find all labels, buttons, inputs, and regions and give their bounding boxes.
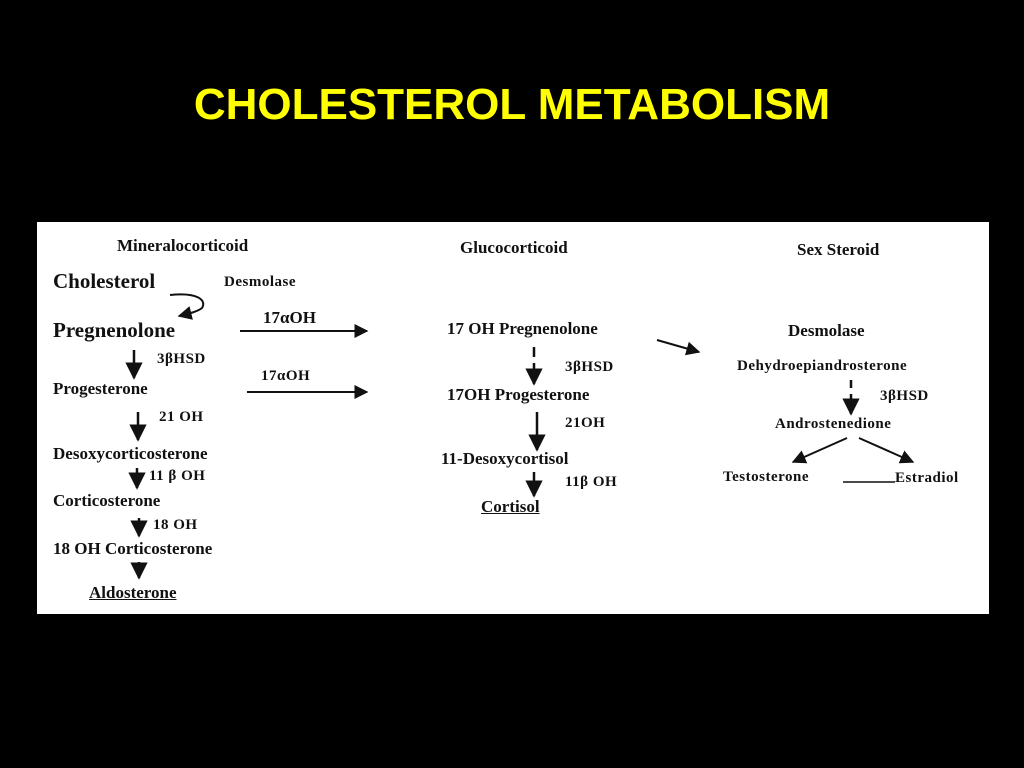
enzyme-3bhsd-sex: 3βHSD [880,388,929,404]
enzyme-3bhsd: 3βHSD [157,351,206,367]
enzyme-18oh: 18 OH [153,517,198,533]
node-desoxycorticosterone: Desoxycorticosterone [53,444,208,463]
enzyme-3bhsd-gluco: 3βHSD [565,359,614,375]
label-17aoh-1: 17αOH [263,308,316,327]
arrow-andro-estra [859,438,913,462]
node-11-desoxycortisol: 11-Desoxycortisol [441,449,569,468]
arrow-gluco-to-sex [657,340,699,352]
header-mineralocorticoid: Mineralocorticoid [117,236,249,255]
node-17oh-pregnenolone: 17 OH Pregnenolone [447,319,598,338]
node-corticosterone: Corticosterone [53,491,161,510]
header-sex-steroid: Sex Steroid [797,240,880,259]
header-glucocorticoid: Glucocorticoid [460,238,568,257]
label-17aoh-2: 17αOH [261,368,311,384]
arrow-cholesterol-pregnenolone [170,294,203,316]
enzyme-desmolase: Desmolase [224,274,296,290]
enzyme-11b-oh-gluco: 11β OH [565,474,618,490]
node-testosterone: Testosterone [723,469,809,485]
node-estradiol: Estradiol [895,470,959,486]
node-progesterone: Progesterone [53,379,148,398]
pathway-diagram [37,222,989,614]
node-pregnenolone: Pregnenolone [53,318,176,342]
enzyme-desmolase-sex: Desmolase [788,321,865,340]
node-18oh-corticosterone: 18 OH Corticosterone [53,539,213,558]
node-cholesterol: Cholesterol [53,269,156,293]
node-17oh-progesterone: 17OH Progesterone [447,385,590,404]
node-aldosterone: Aldosterone [89,583,177,602]
arrow-andro-testo [793,438,847,462]
node-dehydroepiandrosterone: Dehydroepiandrosterone [737,358,908,374]
slide-title: CHOLESTEROL METABOLISM [193,80,831,129]
node-cortisol: Cortisol [481,497,540,516]
node-androstenedione: Androstenedione [775,416,892,432]
enzyme-11b-oh: 11 β OH [149,468,206,484]
enzyme-21oh: 21 OH [159,409,204,425]
enzyme-21oh-gluco: 21OH [565,415,606,431]
